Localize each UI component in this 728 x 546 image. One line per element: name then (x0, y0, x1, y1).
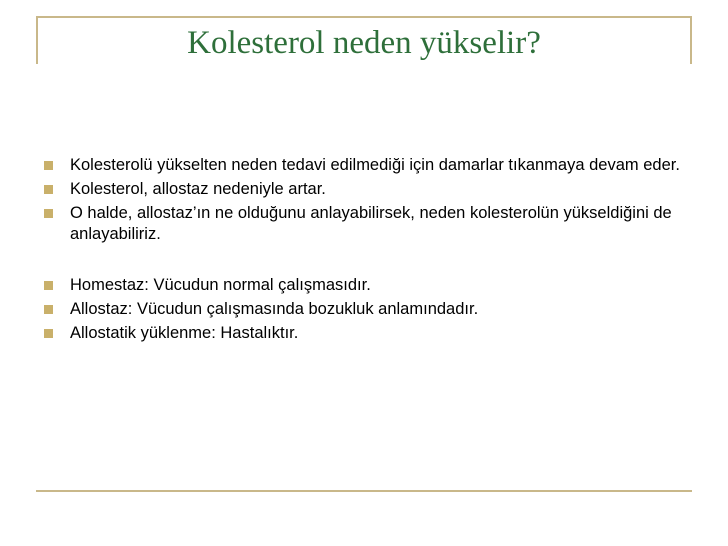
square-bullet-icon (44, 161, 53, 170)
bullet-text: Homestaz: Vücudun normal çalışmasıdır. (70, 276, 371, 294)
bullet-text: O halde, allostaz’ın ne olduğunu anlayabilirsek, neden kolesterolün yükseldiğini de anlayabiliriz. (70, 204, 672, 243)
square-bullet-icon (44, 281, 53, 290)
square-bullet-icon (44, 305, 53, 314)
bullet-text: Allostatik yüklenme: Hastalıktır. (70, 324, 299, 342)
square-bullet-icon (44, 185, 53, 194)
square-bullet-icon (44, 209, 53, 218)
bullet-item (44, 299, 684, 320)
bullet-list (44, 155, 684, 347)
bullet-item (44, 203, 684, 245)
frame-top-line (36, 16, 692, 18)
bullet-item (44, 179, 684, 200)
bullet-text: Kolesterolü yükselten neden tedavi edilmediği için damarlar tıkanmaya devam eder. (70, 156, 680, 174)
square-bullet-icon (44, 329, 53, 338)
frame-bottom-line (36, 490, 692, 492)
bullet-text: Kolesterol, allostaz nedeniyle artar. (70, 180, 326, 198)
frame-left-line (36, 16, 38, 64)
slide-title: Kolesterol neden yükselir? (187, 25, 541, 61)
bullet-item (44, 323, 684, 344)
bullet-item (44, 155, 684, 176)
bullet-item (44, 275, 684, 296)
bullet-text: Allostaz: Vücudun çalışmasında bozukluk anlamındadır. (70, 300, 479, 318)
frame-right-line (690, 16, 692, 64)
